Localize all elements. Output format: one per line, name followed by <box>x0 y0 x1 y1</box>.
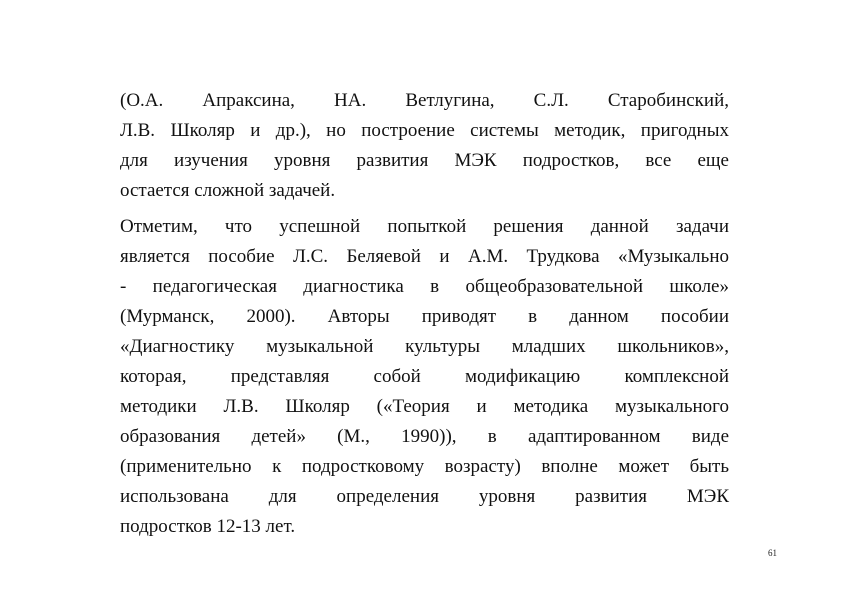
page-number: 61 <box>768 548 777 558</box>
text-line: Отметим, что успешной попыткой решения данной задачи <box>120 216 729 237</box>
text-line: подростков 12-13 лет. <box>120 516 296 537</box>
text-line: - педагогическая диагностика в общеобразовательной школе» <box>120 276 729 297</box>
text-line: Л.В. Школяр и др.), но построение системы методик, пригодных <box>120 120 729 141</box>
text-line: (О.А. Апраксина, НА. Ветлугина, С.Л. Старобинский, <box>120 90 729 111</box>
text-line: (применительно к подростковому возрасту) вполне может быть <box>120 456 729 477</box>
text-line: использована для определения уровня развития МЭК <box>120 486 729 507</box>
text-line: которая, представляя собой модификацию комплексной <box>120 366 729 387</box>
paragraph-1 <box>120 86 729 206</box>
paragraph-2 <box>120 212 729 542</box>
text-line: «Диагностику музыкальной культуры младших школьников», <box>120 336 729 357</box>
text-line: методики Л.В. Школяр («Теория и методика музыкального <box>120 396 729 417</box>
text-line: (Мурманск, 2000). Авторы приводят в данном пособии <box>120 306 729 327</box>
text-line: является пособие Л.С. Беляевой и А.М. Трудкова «Музыкально <box>120 246 729 267</box>
text-line: для изучения уровня развития МЭК подростков, все еще <box>120 150 729 171</box>
text-line: остается сложной задачей. <box>120 180 336 201</box>
text-line: образования детей» (М., 1990)), в адаптированном виде <box>120 426 729 447</box>
body-text <box>120 86 729 542</box>
